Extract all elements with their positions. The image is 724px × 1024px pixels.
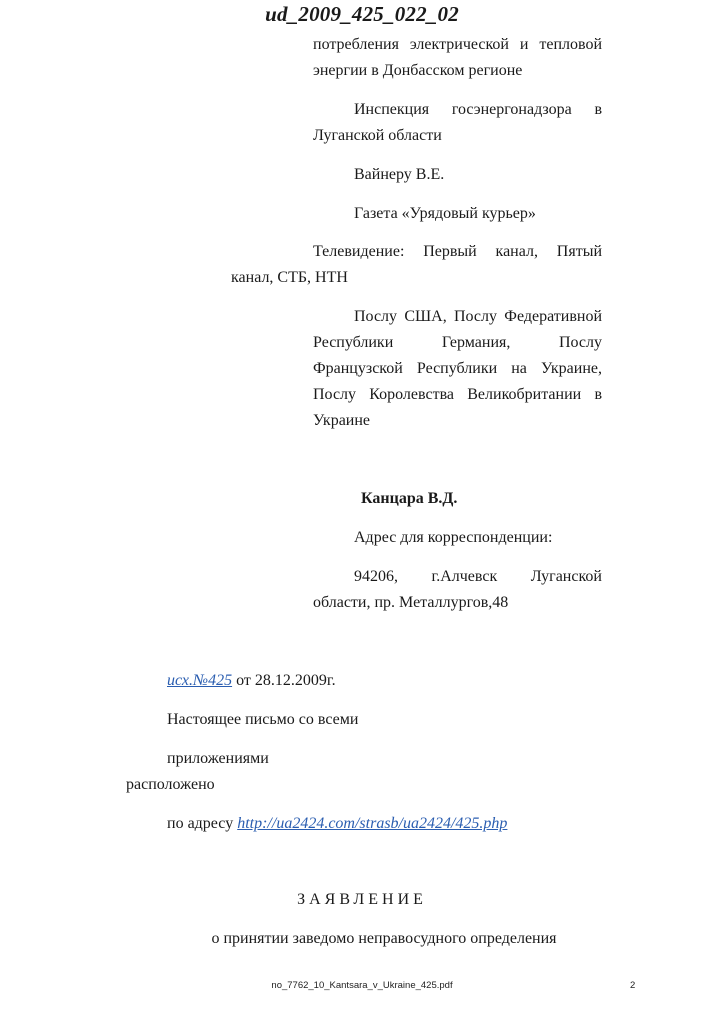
notice-address: [167, 814, 507, 834]
recipient-6-line-1: Послу США, Послу Федеративной: [354, 308, 602, 325]
document-url-link[interactable]: http://ua2424.com/strasb/ua2424/425.php: [237, 815, 508, 832]
statement-title: ЗАЯВЛЕНИЕ: [297, 891, 427, 908]
footer-filename: no_7762_10_Kantsara_v_Ukraine_425.pdf: [271, 980, 453, 991]
outgoing-number-link[interactable]: исх.№425: [167, 672, 233, 689]
document-code-header: ud_2009_425_022_02: [265, 2, 459, 26]
notice-line-1: Настоящее письмо со всеми: [167, 711, 359, 728]
sender-name: Канцара В.Д.: [361, 490, 458, 507]
outgoing-ref: [167, 671, 336, 691]
recipient-2-line-1: Инспекция госэнергонадзора в: [354, 101, 602, 118]
statement-subtitle: о принятии заведомо неправосудного определения: [211, 930, 557, 947]
notice-line-2: приложениями: [167, 750, 269, 767]
recipient-4: Газета «Урядовый курьер»: [354, 205, 536, 222]
recipient-1-line-1: потребления электрической и тепловой: [313, 36, 602, 53]
recipient-6-line-2: Республики Германия, Послу: [313, 334, 602, 351]
address-line-2: области, пр. Металлургов,48: [313, 594, 509, 611]
address-prefix: по адресу: [167, 815, 234, 832]
recipient-3: Вайнеру В.Е.: [354, 166, 445, 183]
page-number: 2: [630, 980, 636, 991]
address-label: Адрес для корреспонденции:: [354, 529, 553, 546]
recipient-1-line-2: энергии в Донбасском регионе: [313, 62, 523, 79]
notice-line-3: расположено: [126, 776, 215, 793]
recipient-6-line-4: Послу Королевства Великобритании в: [313, 386, 602, 403]
recipient-2-line-2: Луганской области: [313, 127, 442, 144]
recipient-6-line-5: Украине: [313, 412, 371, 429]
outgoing-date: от 28.12.2009г.: [236, 672, 336, 689]
recipient-5-line-1: Телевидение: Первый канал, Пятый: [313, 243, 602, 260]
recipient-6-line-3: Французской Республики на Украине,: [313, 360, 602, 377]
recipient-5-line-2: канал, СТБ, НТН: [231, 269, 348, 286]
address-line-1: 94206, г.Алчевск Луганской: [354, 568, 602, 585]
